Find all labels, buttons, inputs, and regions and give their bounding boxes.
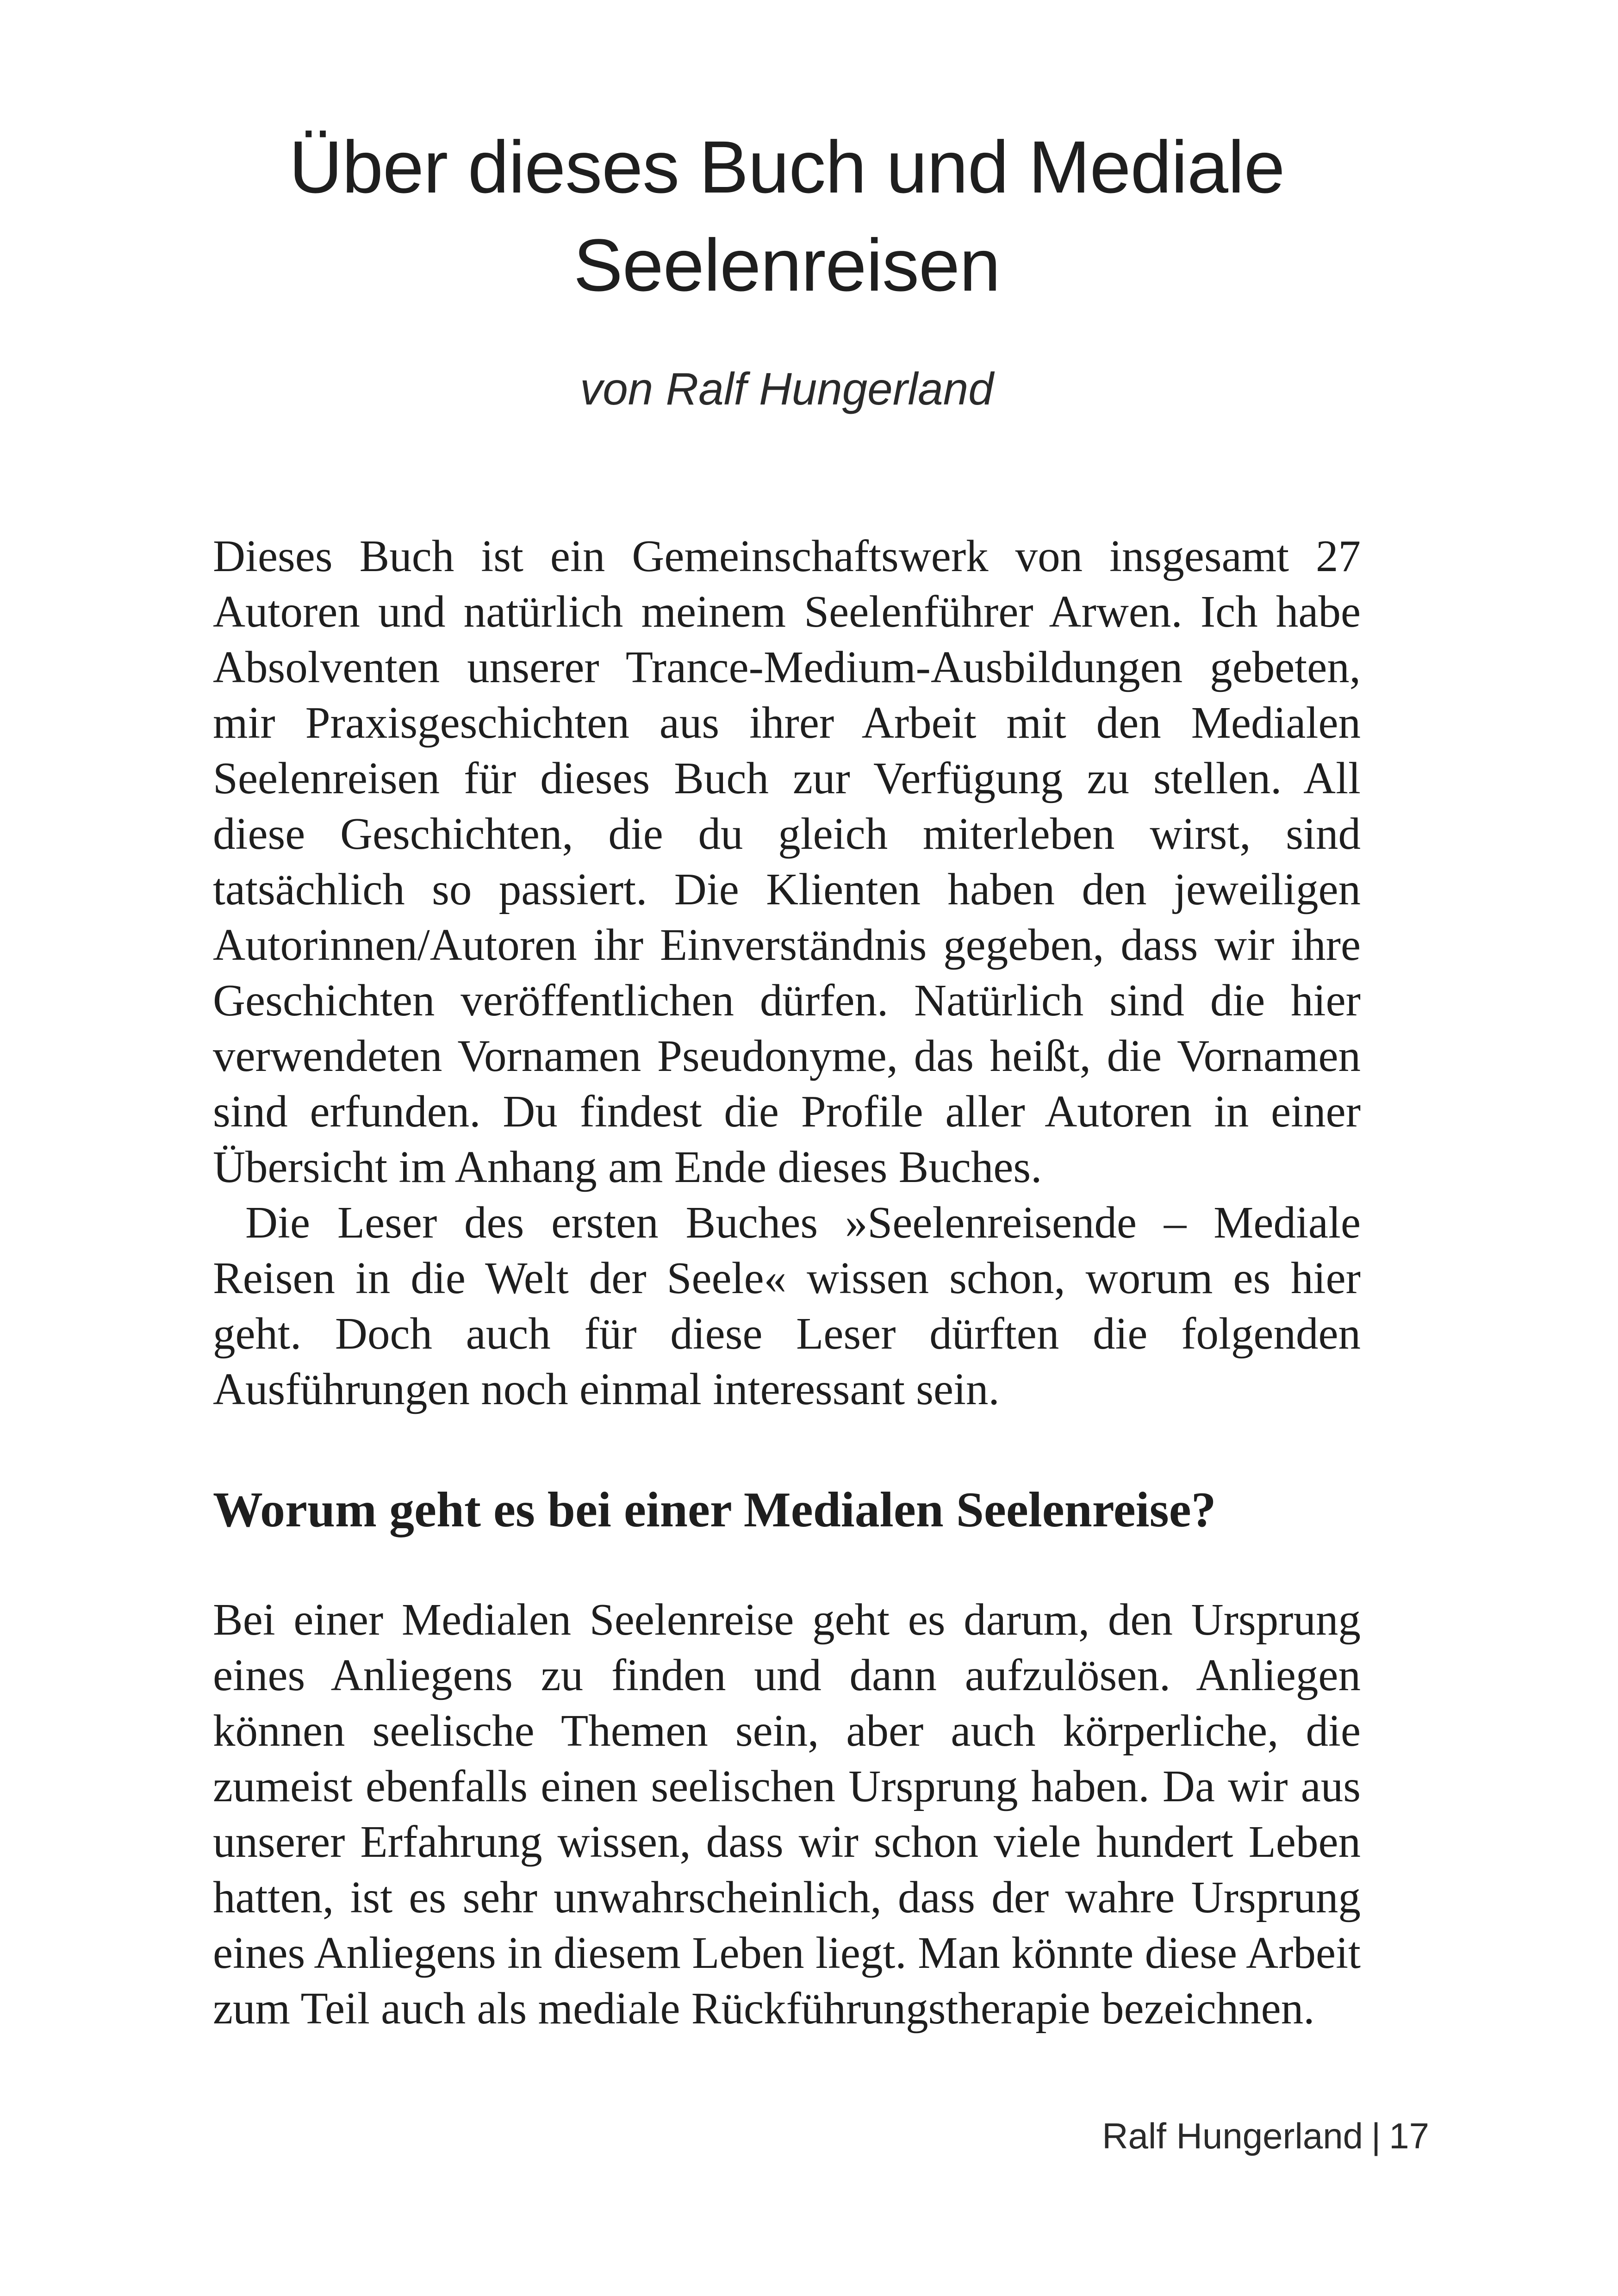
chapter-title-line-1: Über dieses Buch und Mediale	[289, 125, 1285, 208]
intro-text-block	[213, 529, 1361, 1417]
intro-paragraph-1: Dieses Buch ist ein Gemeinschaftswerk von insgesamt 27 Autoren und natürlich meinem Seelenführer Arwen. Ich habe Absolventen unserer Trance-Medium-Ausbildungen gebeten, mir Praxisgeschichten aus ihrer Arbeit mit den Medialen Seelenreisen für dieses Buch zur Verfügung zu stellen. All diese Geschichten, die du gleich miterleben wirst, sind tatsächlich so passiert. Die Klienten haben den jeweiligen Autorinnen/Autoren ihr Einverständnis gegeben, dass wir ihre Geschichten veröffentlichen dürfen. Natürlich sind die hier verwendeten Vornamen Pseudonyme, das heißt, die Vornamen sind erfunden. Du findest die Profile aller Autoren in einer Übersicht im Anhang am Ende dieses Buches.	[213, 531, 1361, 1192]
chapter-title-line-2: Seelenreisen	[573, 224, 1000, 306]
section-heading: Worum geht es bei einer Medialen Seelenreise?	[213, 1482, 1216, 1537]
section-text-block	[213, 1592, 1361, 2036]
footer-author: Ralf Hungerland	[1102, 2116, 1363, 2156]
intro-paragraph-2: Die Leser des ersten Buches »Seelenreisende – Mediale Reisen in die Welt der Seele« wissen schon, worum es hier geht. Doch auch für diese Leser dürften die folgenden Ausführungen noch einmal interessant sein.	[213, 1198, 1361, 1414]
page-footer	[1102, 2113, 1429, 2159]
footer-separator: |	[1371, 2116, 1381, 2156]
chapter-title	[213, 118, 1361, 314]
author-byline: von Ralf Hungerland	[580, 363, 994, 414]
section-paragraph-1: Bei einer Medialen Seelenreise geht es darum, den Ursprung eines Anliegens zu finden und dann aufzulösen. Anliegen können seelische Themen sein, aber auch körperliche, die zumeist ebenfalls einen seelischen Ursprung haben. Da wir aus unserer Erfahrung wissen, dass wir schon viele hundert Leben hatten, ist es sehr unwahrscheinlich, dass der wahre Ursprung eines Anliegens in diesem Leben liegt. Man könnte diese Arbeit zum Teil auch als mediale Rückführungstherapie bezeichnen.	[213, 1595, 1361, 2033]
page-number: 17	[1389, 2116, 1429, 2156]
